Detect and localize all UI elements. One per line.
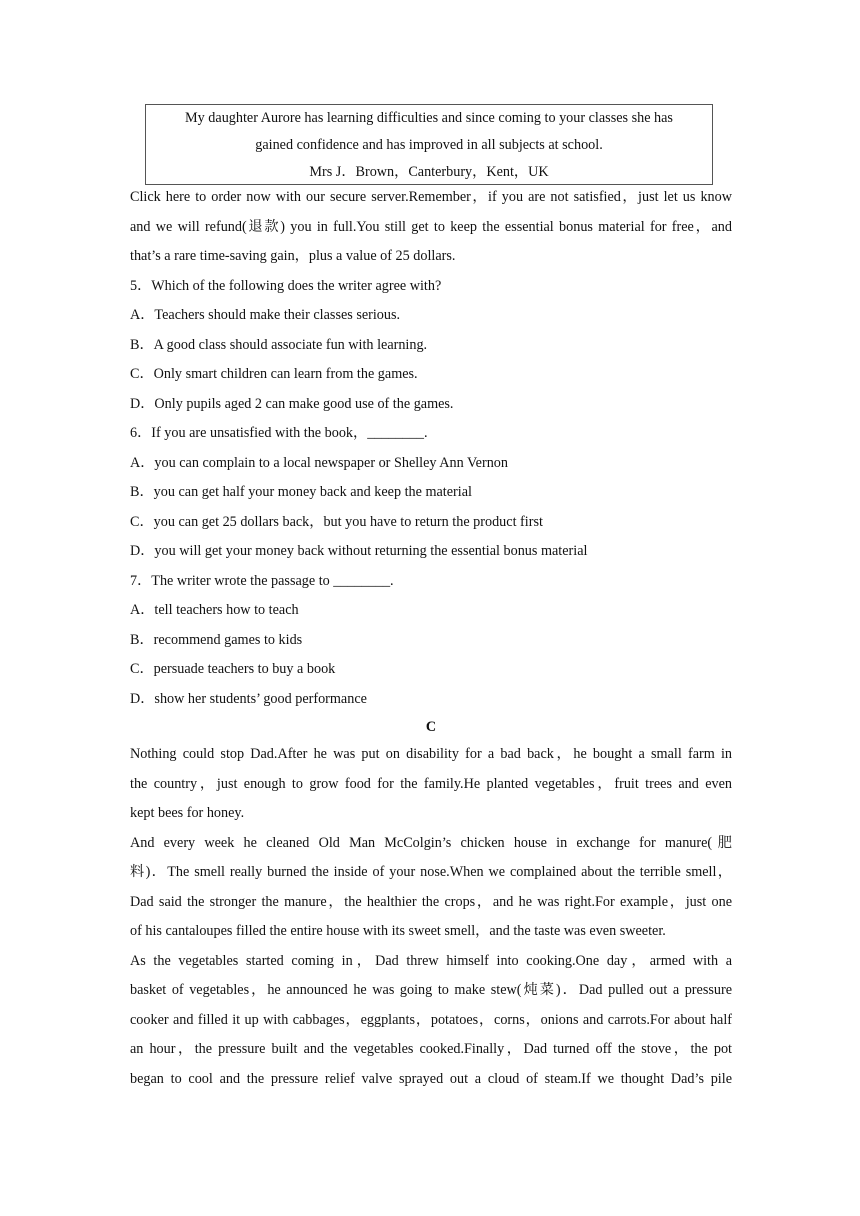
question-7-stem: 7．The writer wrote the passage to ________. <box>130 572 394 589</box>
paragraph-line: basket of vegetables，he announced he was going to make stew(炖菜)．Dad pulled out a pressure <box>130 982 732 998</box>
question-7-option-a: A．tell teachers how to teach <box>130 602 299 618</box>
question-6-option-c: C．you can get 25 dollars back，but you have to return the product first <box>130 513 543 530</box>
paragraph-line: 料)．The smell really burned the inside of your nose.When we complained about the terrible smell， <box>130 864 732 880</box>
paragraph-line: began to cool and the pressure relief valve sprayed out a cloud of steam.If we thought Dad’s pile <box>130 1070 732 1087</box>
paragraph-line: Click here to order now with our secure server.Remember，if you are not satisfied，just let us know <box>130 189 732 205</box>
paragraph-line: the country，just enough to grow food for the family.He planted vegetables，fruit trees and even <box>130 775 732 792</box>
paragraph-line: Dad said the stronger the manure，the healthier the crops，and he was right.For example，just one <box>130 893 732 910</box>
question-5-stem: 5．Which of the following does the writer agree with? <box>130 277 442 294</box>
question-5-option-b: B．A good class should associate fun with learning. <box>130 336 428 353</box>
testimonial-box <box>145 104 713 185</box>
question-5-option-c: C．Only smart children can learn from the games. <box>130 366 418 382</box>
paragraph-line: Nothing could stop Dad.After he was put on disability for a bad back，he bought a small farm in <box>130 746 732 762</box>
question-7-option-c: C．persuade teachers to buy a book <box>130 661 336 677</box>
passage-content <box>130 183 732 1094</box>
testimonial-signature: Mrs J．Brown，Canterbury，Kent，UK <box>309 164 549 180</box>
paragraph-line: that’s a rare time-saving gain，plus a value of 25 dollars. <box>130 248 456 264</box>
question-6-option-b: B．you can get half your money back and keep the material <box>130 484 472 500</box>
testimonial-line: gained confidence and has improved in all subjects at school. <box>255 137 603 153</box>
section-heading: C <box>425 719 437 735</box>
paragraph-line: and we will refund(退款) you in full.You still get to keep the essential bonus material for free，and <box>130 218 732 235</box>
question-5-option-d: D．Only pupils aged 2 can make good use of the games. <box>130 395 454 412</box>
question-6-stem: 6．If you are unsatisfied with the book，________. <box>130 425 428 441</box>
paragraph-line: kept bees for honey. <box>130 805 245 821</box>
paragraph-line: an hour，the pressure built and the vegetables cooked.Finally，Dad turned off the stove，the pot <box>130 1041 732 1057</box>
question-6-option-a: A．you can complain to a local newspaper or Shelley Ann Vernon <box>130 454 508 471</box>
testimonial-line: My daughter Aurore has learning difficulties and since coming to your classes she has <box>185 110 673 126</box>
paragraph-line: of his cantaloupes filled the entire house with its sweet smell，and the taste was even sweeter. <box>130 923 666 939</box>
question-5-option-a: A．Teachers should make their classes serious. <box>130 307 401 323</box>
question-7-option-b: B．recommend games to kids <box>130 631 303 648</box>
paragraph-line: As the vegetables started coming in，Dad threw himself into cooking.One day，armed with a <box>130 952 732 969</box>
question-6-option-d: D．you will get your money back without returning the essential bonus material <box>130 543 588 559</box>
question-7-option-d: D．show her students’ good performance <box>130 690 367 707</box>
paragraph-line: cooker and filled it up with cabbages，eggplants，potatoes，corns，onions and carrots.For about half <box>130 1011 732 1028</box>
paragraph-line: And every week he cleaned Old Man McColgin’s chicken house in exchange for manure(肥 <box>130 834 732 851</box>
